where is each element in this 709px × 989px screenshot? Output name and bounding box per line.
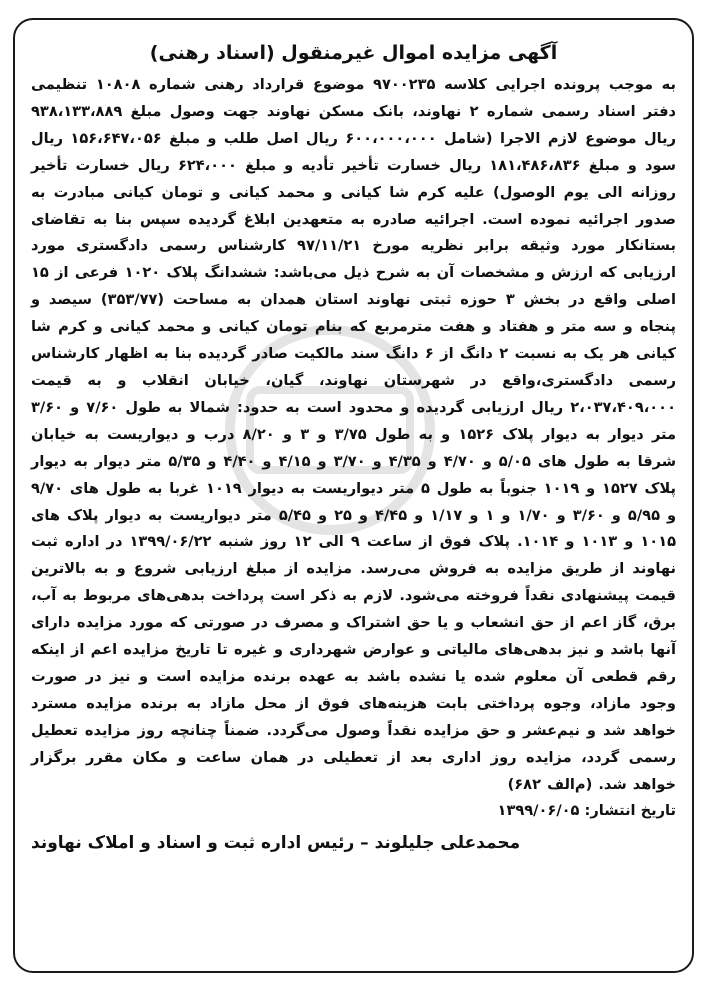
notice-frame — [13, 18, 694, 973]
notice-title: آگهی مزایده اموال غیرمنقول (اسناد رهنی) — [149, 42, 558, 64]
publish-date: تاریخ انتشار: ۱۳۹۹/۰۶/۰۵ — [497, 802, 676, 820]
signature-line: محمدعلی جلیلوند – رئیس اداره ثبت و اسناد و املاک نهاوند — [31, 833, 521, 854]
notice-body: به موجب پرونده اجرایی کلاسه ۹۷۰۰۲۳۵ موضوع قرارداد رهنی شماره ۱۰۸۰۸ تنظیمی دفتر اسناد رسمی شماره ۲ نهاوند، بانک مسکن نهاوند جهت وصول مبلغ ۹۳۸،۱۳۳،۸۸۹ ریال موضوع لازم الاجرا (شامل ۶۰۰،۰۰۰،۰۰۰ ریال اصل طلب و مبلغ ۱۵۶،۶۴۷،۰۵۶ ریال سود و مبلغ ۱۸۱،۴۸۶،۸۳۶ ریال خسارت تأخیر تأدیه و مبلغ ۶۲۴،۰۰۰ ریال خسارت تأخیر روزانه الی یوم الوصول) علیه کرم شا کیانی و محمد کیانی و تومان کیانی مبادرت به صدور اجرائیه نموده است. اجرائیه صادره به متعهدین ابلاغ گردیده سپس بنا به تقاضای بستانکار مورد وثیقه برابر نظریه مورخ ۹۷/۱۱/۲۱ کارشناس رسمی دادگستری مورد ارزیابی که ارزش و مشخصات آن به شرح ذیل می‌باشد: ششدانگ پلاک ۱۰۲۰ فرعی از ۱۵ اصلی واقع در بخش ۳ حوزه ثبتی نهاوند استان همدان به مساحت (۳۵۳/۷۷) سیصد و پنجاه و سه متر و هفتاد و هفت مترمربع که بنام تومان کیانی و محمد کیانی و کرم شا کیانی هر یک به نسبت ۲ دانگ از ۶ دانگ سند مالکیت صادر گردیده بنا به اظهار کارشناس رسمی دادگستری،واقع در شهرستان نهاوند، گیان، خیابان انقلاب و به قیمت ۲،۰۳۷،۴۰۹،۰۰۰ ریال ارزیابی گردیده و محدود است به حدود: شمالا به طول ۷/۶۰ و ۳/۶۰ متر دیوار به دیوار پلاک ۱۵۲۶ و به طول ۳/۷۵ و ۳ و ۸/۲۰ درب و دیواریست به خیابان شرقا به طول های ۵/۰۵ و ۴/۷۰ و ۴/۳۵ و ۳/۷۰ و ۴/۱۵ و ۴/۴۰ و ۵/۳۵ متر دیوار به دیوار پلاک ۱۵۲۷ و ۱۰۱۹ جنوباً به طول ۵ متر دیواریست به دیوار ۱۰۱۹ غربا به طول های ۹/۷۰ و ۵/۹۵ و ۳/۶۰ و ۱/۷۰ و ۱ و ۱/۱۷ و ۴/۴۵ و ۲۵ و ۵/۴۵ متر دیواریست به دیوار پلاک های ۱۰۱۵ و ۱۰۱۳ و ۱۰۱۴. پلاک فوق از ساعت ۹ الی ۱۲ روز شنبه ۱۳۹۹/۰۶/۲۲ در اداره ثبت نهاوند از طریق مزایده به فروش می‌رسد. مزایده از مبلغ ارزیابی شروع و به بالاترین قیمت پیشنهادی نقداً فروخته می‌شود. لازم به ذکر است پرداخت بدهی‌های مربوط به آب، برق، گاز اعم از حق انشعاب و یا حق اشتراک و مصرف در صورتی که مورد مزایده دارای آنها باشد و نیز بدهی‌های مالیاتی و عوارض شهرداری و غیره تا تاریخ مزایده اعم از اینکه رقم قطعی آن معلوم شده یا نشده باشد به عهده برنده مزایده است و نیز در صورت وجود مازاد، وجوه پرداختی بابت هزینه‌های فوق از محل مازاد به برنده مزایده مسترد خواهد شد و نیم‌عشر و حق مزایده نقداً وصول می‌گردد. ضمناً چنانچه روز مزایده تعطیل رسمی گردد، مزایده روز اداری بعد از تعطیلی در همان ساعت و مکان مقرر برگزار خواهد شد. (م‌الف ۶۸۲) — [31, 76, 677, 793]
